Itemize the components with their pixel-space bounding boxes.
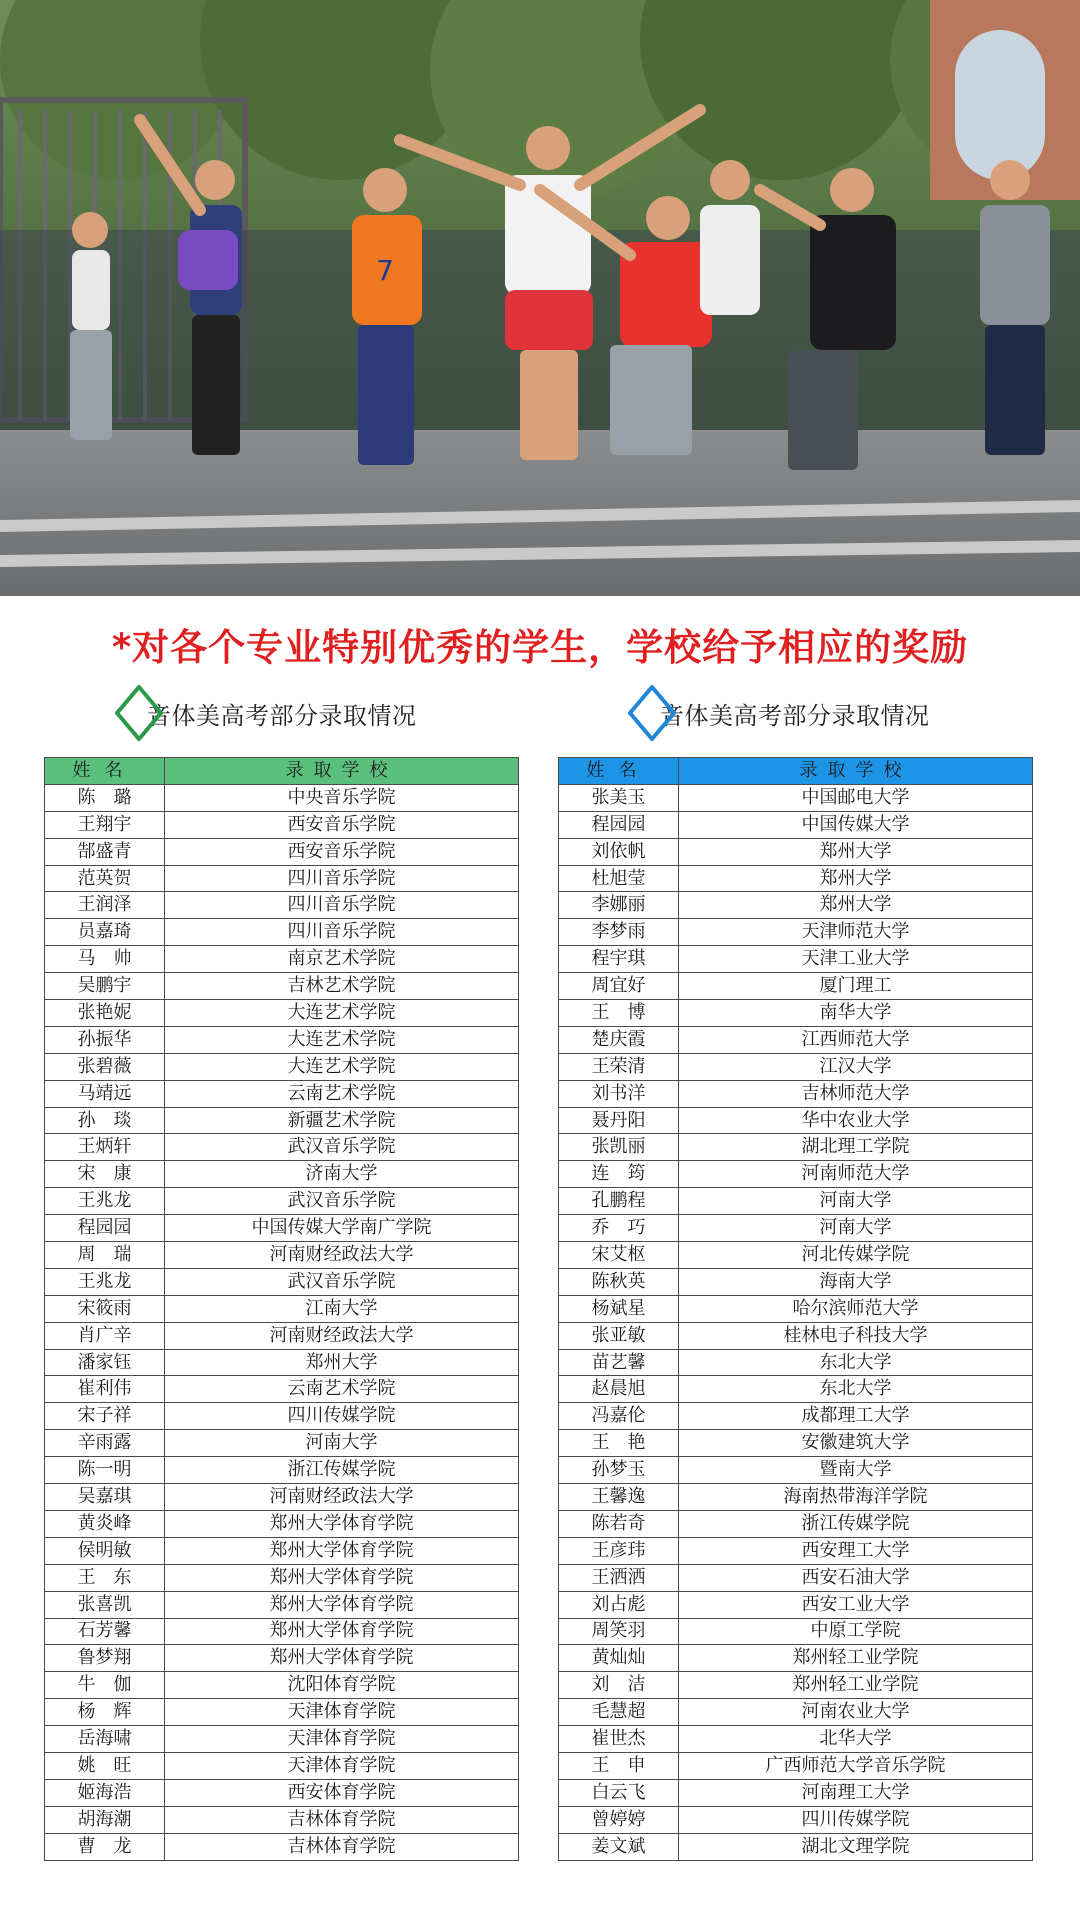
table-row	[45, 1672, 519, 1699]
table-row	[559, 1779, 1033, 1806]
student-name-cell: 聂丹阳	[559, 1107, 679, 1134]
school-name-cell: 郑州轻工业学院	[679, 1645, 1033, 1672]
student-name-cell: 黄灿灿	[559, 1645, 679, 1672]
school-name-cell: 中原工学院	[679, 1618, 1033, 1645]
student-name-cell: 侯明敏	[45, 1537, 165, 1564]
student-name-cell: 曹 龙	[45, 1833, 165, 1860]
school-name-cell: 大连艺术学院	[165, 1000, 519, 1027]
school-name-cell: 河南师范大学	[679, 1161, 1033, 1188]
table-row	[559, 1591, 1033, 1618]
school-name-cell: 华中农业大学	[679, 1107, 1033, 1134]
table-row	[45, 1806, 519, 1833]
table-row	[559, 1806, 1033, 1833]
school-name-cell: 四川传媒学院	[679, 1806, 1033, 1833]
student-name-cell: 程宇琪	[559, 946, 679, 973]
school-name-cell: 天津体育学院	[165, 1699, 519, 1726]
school-name-cell: 中国邮电大学	[679, 784, 1033, 811]
student-name-cell: 郜盛青	[45, 838, 165, 865]
table-row	[559, 811, 1033, 838]
table-row	[559, 1161, 1033, 1188]
left-table-body	[45, 784, 519, 1860]
student-name-cell: 孙梦玉	[559, 1457, 679, 1484]
school-name-cell: 郑州大学体育学院	[165, 1618, 519, 1645]
table-row	[559, 1026, 1033, 1053]
table-row	[559, 1242, 1033, 1269]
student-name-cell: 周笑羽	[559, 1618, 679, 1645]
school-name-cell: 吉林师范大学	[679, 1080, 1033, 1107]
school-name-cell: 郑州大学	[679, 865, 1033, 892]
school-name-cell: 河南大学	[679, 1188, 1033, 1215]
table-row	[559, 919, 1033, 946]
school-name-cell: 西安音乐学院	[165, 811, 519, 838]
school-name-cell: 广西师范大学音乐学院	[679, 1752, 1033, 1779]
student-name-cell: 乔 巧	[559, 1215, 679, 1242]
school-name-cell: 大连艺术学院	[165, 1026, 519, 1053]
table-row	[559, 1403, 1033, 1430]
school-name-cell: 天津师范大学	[679, 919, 1033, 946]
table-header-row	[559, 758, 1033, 785]
table-row	[45, 1215, 519, 1242]
student-name-cell: 员嘉琦	[45, 919, 165, 946]
table-row	[45, 1457, 519, 1484]
table-row	[45, 973, 519, 1000]
student-name-cell: 杨 辉	[45, 1699, 165, 1726]
student-name-cell: 胡海潮	[45, 1806, 165, 1833]
school-name-cell: 南京艺术学院	[165, 946, 519, 973]
student-name-cell: 辛雨露	[45, 1430, 165, 1457]
student-name-cell: 吴鹏宇	[45, 973, 165, 1000]
table-row	[45, 1349, 519, 1376]
school-name-cell: 天津工业大学	[679, 946, 1033, 973]
school-name-cell: 吉林体育学院	[165, 1806, 519, 1833]
student-name-cell: 张美玉	[559, 784, 679, 811]
student-name-cell: 陈秋英	[559, 1268, 679, 1295]
school-name-cell: 郑州大学	[679, 838, 1033, 865]
student-name-cell: 石芳馨	[45, 1618, 165, 1645]
student-name-cell: 王 申	[559, 1752, 679, 1779]
student-name-cell: 王 艳	[559, 1430, 679, 1457]
table-row	[559, 973, 1033, 1000]
right-section-title: 音体美高考部分录取情况	[660, 701, 930, 730]
school-name-cell: 四川音乐学院	[165, 865, 519, 892]
student-name-cell: 刘占彪	[559, 1591, 679, 1618]
table-row	[559, 1430, 1033, 1457]
table-header-row	[45, 758, 519, 785]
left-admission-table	[44, 757, 519, 1861]
table-row	[45, 1699, 519, 1726]
school-name-cell: 郑州轻工业学院	[679, 1672, 1033, 1699]
school-name-cell: 河南理工大学	[679, 1779, 1033, 1806]
table-row	[45, 1295, 519, 1322]
student-name-cell: 张亚敏	[559, 1322, 679, 1349]
table-row	[559, 1457, 1033, 1484]
school-name-cell: 暨南大学	[679, 1457, 1033, 1484]
student-name-cell: 苗艺馨	[559, 1349, 679, 1376]
school-name-cell: 四川传媒学院	[165, 1403, 519, 1430]
student-name-cell: 陈一明	[45, 1457, 165, 1484]
school-name-cell: 中央音乐学院	[165, 784, 519, 811]
table-row	[45, 1752, 519, 1779]
school-name-cell: 四川音乐学院	[165, 919, 519, 946]
school-name-cell: 西安理工大学	[679, 1537, 1033, 1564]
school-name-cell: 郑州大学体育学院	[165, 1645, 519, 1672]
table-row	[45, 1188, 519, 1215]
table-row	[559, 1752, 1033, 1779]
school-name-cell: 浙江传媒学院	[679, 1510, 1033, 1537]
student-name-cell: 潘家钰	[45, 1349, 165, 1376]
table-row	[45, 1080, 519, 1107]
student-name-cell: 王兆龙	[45, 1268, 165, 1295]
school-name-cell: 吉林体育学院	[165, 1833, 519, 1860]
table-row	[45, 1403, 519, 1430]
student-name-cell: 宋艾枢	[559, 1242, 679, 1269]
table-row	[45, 1322, 519, 1349]
table-row	[45, 1376, 519, 1403]
student-name-cell: 吴嘉琪	[45, 1484, 165, 1511]
student-name-cell: 孔鹏程	[559, 1188, 679, 1215]
student-name-cell: 赵晨旭	[559, 1376, 679, 1403]
student-name-cell: 张艳妮	[45, 1000, 165, 1027]
school-name-cell: 中国传媒大学	[679, 811, 1033, 838]
student-name-cell: 马靖远	[45, 1080, 165, 1107]
student-name-cell: 鲁梦翔	[45, 1645, 165, 1672]
student-name-cell: 王 博	[559, 1000, 679, 1027]
table-row	[45, 1645, 519, 1672]
student-name-cell: 王翔宇	[45, 811, 165, 838]
student-name-cell: 姚 旺	[45, 1752, 165, 1779]
school-name-cell: 西安音乐学院	[165, 838, 519, 865]
table-row	[45, 1537, 519, 1564]
school-name-cell: 安徽建筑大学	[679, 1430, 1033, 1457]
table-row	[45, 1484, 519, 1511]
left-section-header	[115, 683, 417, 743]
school-name-cell: 天津体育学院	[165, 1726, 519, 1753]
table-row	[559, 1376, 1033, 1403]
school-name-cell: 河南大学	[165, 1430, 519, 1457]
student-name-cell: 程园园	[45, 1215, 165, 1242]
school-name-cell: 桂林电子科技大学	[679, 1322, 1033, 1349]
name-column-header: 姓名	[45, 758, 165, 785]
student-name-cell: 楚庆霞	[559, 1026, 679, 1053]
school-name-cell: 浙江传媒学院	[165, 1457, 519, 1484]
school-name-cell: 郑州大学体育学院	[165, 1537, 519, 1564]
school-name-cell: 北华大学	[679, 1726, 1033, 1753]
table-row	[559, 1645, 1033, 1672]
school-name-cell: 郑州大学体育学院	[165, 1564, 519, 1591]
school-name-cell: 海南大学	[679, 1268, 1033, 1295]
school-name-cell: 西安石油大学	[679, 1564, 1033, 1591]
table-row	[559, 1833, 1033, 1860]
table-row	[559, 1510, 1033, 1537]
school-name-cell: 郑州大学体育学院	[165, 1510, 519, 1537]
table-row	[559, 1322, 1033, 1349]
table-row	[559, 1484, 1033, 1511]
school-name-cell: 河南财经政法大学	[165, 1242, 519, 1269]
school-name-cell: 江南大学	[165, 1295, 519, 1322]
table-row	[559, 1053, 1033, 1080]
table-row	[559, 865, 1033, 892]
school-name-cell: 郑州大学	[679, 892, 1033, 919]
student-name-cell: 李梦雨	[559, 919, 679, 946]
school-name-cell: 武汉音乐学院	[165, 1268, 519, 1295]
svg-text:7: 7	[376, 254, 394, 287]
school-name-cell: 新疆艺术学院	[165, 1107, 519, 1134]
table-row	[45, 1510, 519, 1537]
student-name-cell: 王彦玮	[559, 1537, 679, 1564]
student-name-cell: 张碧薇	[45, 1053, 165, 1080]
student-name-cell: 姜文斌	[559, 1833, 679, 1860]
student-name-cell: 王 东	[45, 1564, 165, 1591]
school-name-cell: 东北大学	[679, 1349, 1033, 1376]
reward-headline: *对各个专业特别优秀的学生，学校给予相应的奖励	[111, 626, 969, 669]
school-name-cell: 四川音乐学院	[165, 892, 519, 919]
student-name-cell: 白云飞	[559, 1779, 679, 1806]
school-column-header: 录取学校	[679, 758, 1033, 785]
table-row	[559, 1107, 1033, 1134]
table-row	[559, 1134, 1033, 1161]
table-row	[559, 1349, 1033, 1376]
table-row	[45, 838, 519, 865]
school-name-cell: 湖北文理学院	[679, 1833, 1033, 1860]
table-row	[559, 838, 1033, 865]
student-name-cell: 毛慧超	[559, 1699, 679, 1726]
student-name-cell: 王荣清	[559, 1053, 679, 1080]
table-row	[45, 1726, 519, 1753]
student-name-cell: 王洒洒	[559, 1564, 679, 1591]
table-row	[559, 1268, 1033, 1295]
table-row	[45, 1242, 519, 1269]
table-row	[559, 1537, 1033, 1564]
school-name-cell: 河北传媒学院	[679, 1242, 1033, 1269]
student-name-cell: 宋子祥	[45, 1403, 165, 1430]
table-row	[45, 811, 519, 838]
school-name-cell: 吉林艺术学院	[165, 973, 519, 1000]
school-name-cell: 济南大学	[165, 1161, 519, 1188]
table-row	[559, 1564, 1033, 1591]
student-name-cell: 牛 伽	[45, 1672, 165, 1699]
school-name-cell: 江汉大学	[679, 1053, 1033, 1080]
student-name-cell: 孙振华	[45, 1026, 165, 1053]
school-name-cell: 河南农业大学	[679, 1699, 1033, 1726]
table-row	[45, 1000, 519, 1027]
school-name-cell: 东北大学	[679, 1376, 1033, 1403]
table-row	[559, 1726, 1033, 1753]
table-row	[559, 1295, 1033, 1322]
student-name-cell: 程园园	[559, 811, 679, 838]
right-table-body	[559, 784, 1033, 1860]
table-row	[45, 1564, 519, 1591]
table-row	[45, 1779, 519, 1806]
table-row	[45, 865, 519, 892]
school-name-cell: 河南财经政法大学	[165, 1484, 519, 1511]
school-name-cell: 西安体育学院	[165, 1779, 519, 1806]
hero-photo	[0, 0, 1080, 596]
school-name-cell: 云南艺术学院	[165, 1080, 519, 1107]
student-name-cell: 孙 琰	[45, 1107, 165, 1134]
student-name-cell: 宋 康	[45, 1161, 165, 1188]
school-name-cell: 云南艺术学院	[165, 1376, 519, 1403]
student-name-cell: 王润泽	[45, 892, 165, 919]
school-name-cell: 河南财经政法大学	[165, 1322, 519, 1349]
table-row	[45, 1161, 519, 1188]
table-row	[559, 892, 1033, 919]
table-row	[45, 1053, 519, 1080]
student-name-cell: 崔世杰	[559, 1726, 679, 1753]
school-name-cell: 天津体育学院	[165, 1752, 519, 1779]
table-row	[45, 784, 519, 811]
table-row	[45, 1107, 519, 1134]
student-name-cell: 张凯丽	[559, 1134, 679, 1161]
school-name-cell: 海南热带海洋学院	[679, 1484, 1033, 1511]
table-row	[45, 1026, 519, 1053]
student-name-cell: 崔利伟	[45, 1376, 165, 1403]
student-name-cell: 刘 洁	[559, 1672, 679, 1699]
school-column-header: 录取学校	[165, 758, 519, 785]
table-row	[559, 1080, 1033, 1107]
table-row	[559, 1672, 1033, 1699]
table-row	[45, 1591, 519, 1618]
student-name-cell: 王馨逸	[559, 1484, 679, 1511]
table-row	[45, 1430, 519, 1457]
table-row	[559, 1618, 1033, 1645]
student-name-cell: 刘书洋	[559, 1080, 679, 1107]
student-name-cell: 曾婷婷	[559, 1806, 679, 1833]
school-name-cell: 哈尔滨师范大学	[679, 1295, 1033, 1322]
student-name-cell: 周 瑞	[45, 1242, 165, 1269]
table-row	[559, 1000, 1033, 1027]
student-name-cell: 范英贺	[45, 865, 165, 892]
school-name-cell: 武汉音乐学院	[165, 1134, 519, 1161]
student-name-cell: 马 帅	[45, 946, 165, 973]
student-name-cell: 肖广辛	[45, 1322, 165, 1349]
school-name-cell: 西安工业大学	[679, 1591, 1033, 1618]
student-name-cell: 杨斌星	[559, 1295, 679, 1322]
student-name-cell: 刘依帆	[559, 838, 679, 865]
student-name-cell: 宋筱雨	[45, 1295, 165, 1322]
table-row	[559, 1699, 1033, 1726]
table-row	[45, 1618, 519, 1645]
table-row	[45, 1268, 519, 1295]
student-name-cell: 陈若奇	[559, 1510, 679, 1537]
student-name-cell: 李娜丽	[559, 892, 679, 919]
right-admission-table	[558, 757, 1033, 1861]
student-name-cell: 连 筠	[559, 1161, 679, 1188]
school-name-cell: 南华大学	[679, 1000, 1033, 1027]
student-name-cell: 张喜凯	[45, 1591, 165, 1618]
school-name-cell: 大连艺术学院	[165, 1053, 519, 1080]
school-name-cell: 中国传媒大学南广学院	[165, 1215, 519, 1242]
student-name-cell: 杜旭莹	[559, 865, 679, 892]
left-section-title: 音体美高考部分录取情况	[147, 701, 417, 730]
diamond-icon	[115, 685, 163, 741]
table-row	[559, 784, 1033, 811]
table-row	[559, 1188, 1033, 1215]
table-row	[559, 946, 1033, 973]
school-name-cell: 沈阳体育学院	[165, 1672, 519, 1699]
name-column-header: 姓名	[559, 758, 679, 785]
student-name-cell: 冯嘉伦	[559, 1403, 679, 1430]
table-row	[45, 892, 519, 919]
right-section-header	[628, 683, 930, 743]
student-name-cell: 黄炎峰	[45, 1510, 165, 1537]
table-row	[45, 1134, 519, 1161]
diamond-icon	[628, 685, 676, 741]
student-name-cell: 岳海啸	[45, 1726, 165, 1753]
school-name-cell: 成都理工大学	[679, 1403, 1033, 1430]
student-name-cell: 周宜好	[559, 973, 679, 1000]
school-name-cell: 湖北理工学院	[679, 1134, 1033, 1161]
table-row	[45, 919, 519, 946]
school-name-cell: 厦门理工	[679, 973, 1033, 1000]
school-name-cell: 郑州大学	[165, 1349, 519, 1376]
table-row	[559, 1215, 1033, 1242]
school-name-cell: 武汉音乐学院	[165, 1188, 519, 1215]
table-row	[45, 946, 519, 973]
student-name-cell: 王炳轩	[45, 1134, 165, 1161]
student-name-cell: 王兆龙	[45, 1188, 165, 1215]
table-row	[45, 1833, 519, 1860]
student-name-cell: 姬海浩	[45, 1779, 165, 1806]
school-name-cell: 河南大学	[679, 1215, 1033, 1242]
school-name-cell: 郑州大学体育学院	[165, 1591, 519, 1618]
student-name-cell: 陈 璐	[45, 784, 165, 811]
school-name-cell: 江西师范大学	[679, 1026, 1033, 1053]
